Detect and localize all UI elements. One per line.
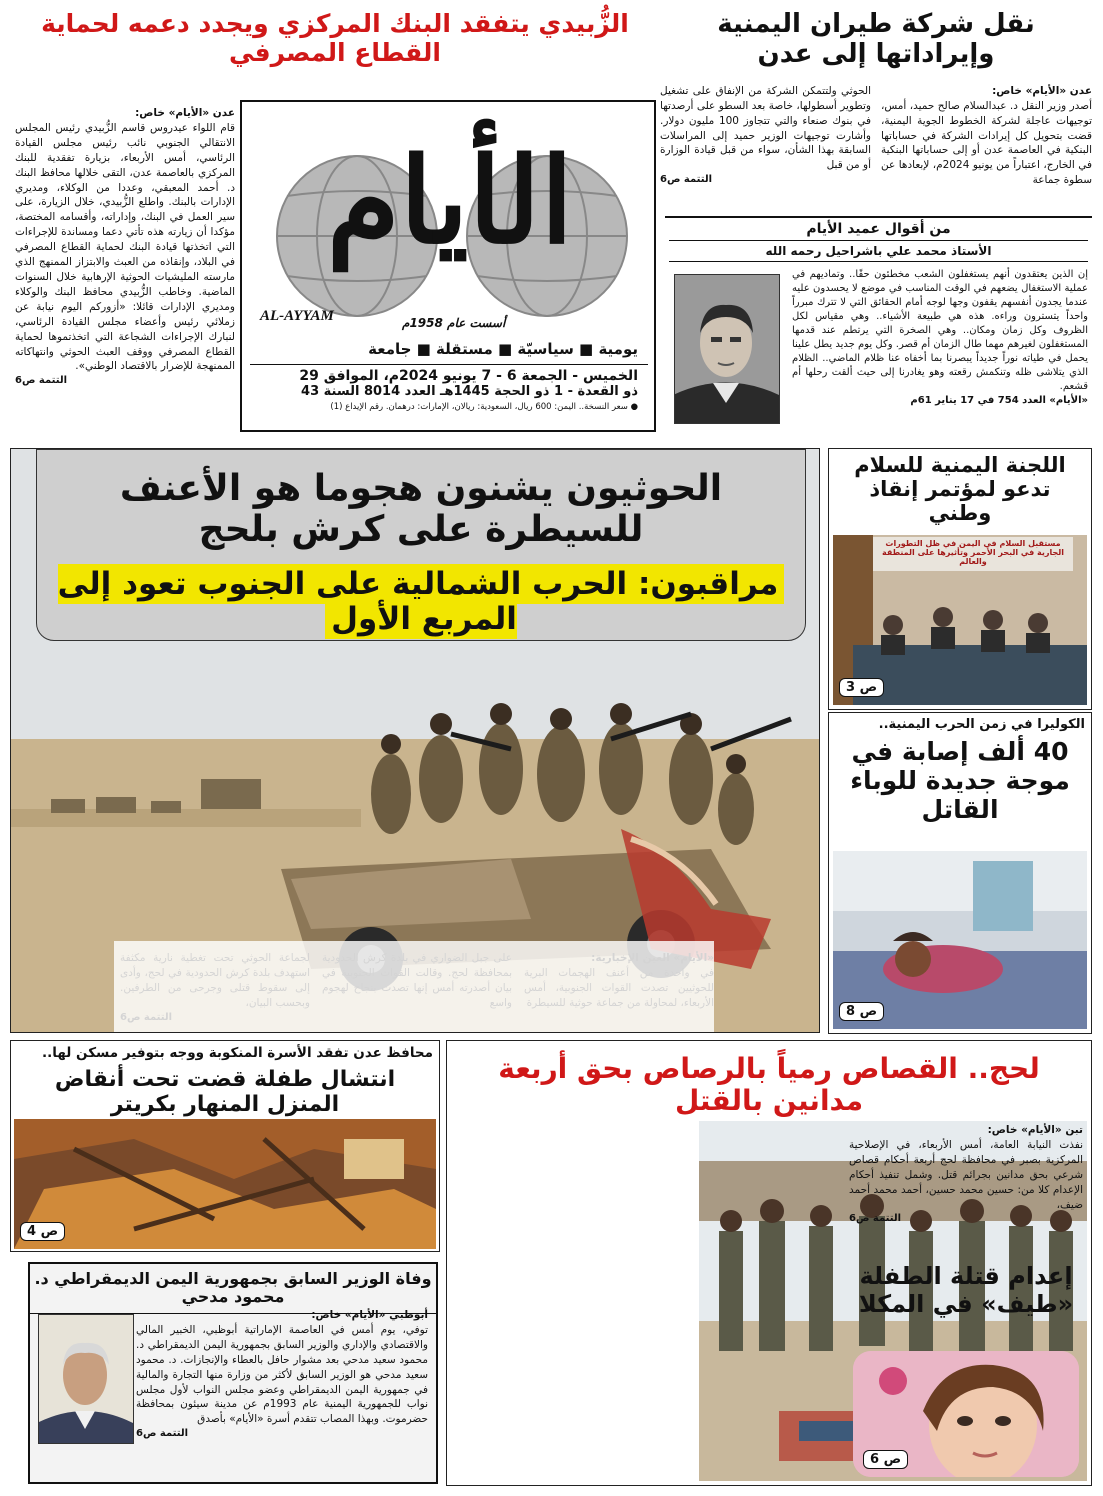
bank-body-text: قام اللواء عيدروس قاسم الزُّبيدي رئيس المجلس الانتقالي الجنوبي نائب رئيس مجلس القيادة الرئاسي، أمس الأربعاء، بزيارة تفقدية للبنك المركزي بالعاصمة عدن، التقى خلالها محافظ البنك د. أحمد المعبقي، وعددا من الوكلاء، ومديري الإدارات بالبنك. واطلع الزُّبيدي، خلال الزيارة، على سير العمل في البنك، وإداراته، وأقسامه المختصة، مؤكدا أن زيارته هذه تأتي دعما ومساندة للإجراءات التي اتخذتها قيادة البنك لحماية القطاع المصرفي في البلاد، وإنقاذه من العبث والابتزاز الممنهج الذي مارسته المليشيات الحوثية الإرهابية خلال السنوات الماضية. وخاطب الزُّبيدي محافظ البنك والوكلاء ومديري الإدارات قائلا: «أزوركم اليوم نيابة عن زملائي رئيس وأعضاء مجلس القيادة الرئاسي، لنبارك الإجراءات الشجاعة التي اتخذتموها لحماية القطاع المصرفي ووقف العبث الحوثي وانتهاكاته الممنهجة للإضرار بالاقتصاد الوطني». (15, 121, 235, 373)
mukalla-page-badge[interactable]: ص 6 (863, 1450, 908, 1469)
masthead-latin: AL-AYYAM (260, 308, 334, 324)
airline-col1 (881, 84, 1092, 188)
cholera-photo (833, 851, 1087, 1029)
quote-author: الأستاذ محمد علي باشراحيل رحمه الله (669, 240, 1088, 262)
main-text-backdrop (114, 941, 714, 1033)
masthead-date: 6 - 7 يونيو 2024م، الموافق 29 (299, 368, 517, 384)
story-airline (660, 10, 1092, 210)
airline-col1-text: أصدر وزير النقل د. عبدالسلام صالح حميد، أمس، توجيهات عاجلة لشركة الخطوط الجوية اليمنية، قضت بتحويل كل إيرادات الشركة في حساباتها البنكية في العاصمة عدن أو إلى حساباتها البنكية في الخارج، اعتباراً من يونيو 2024م، لإبعادها عن سطوة جماعة (881, 99, 1092, 187)
rescue-headline[interactable]: انتشال طفلة قضت تحت أنقاض المنزل المنهار بكريتر (54, 1067, 396, 1118)
bank-dateline: عدن «الأيام» خاص: (135, 107, 235, 119)
masthead-logo[interactable]: الأيام (326, 131, 574, 270)
portrait-bashraheel-image (674, 275, 779, 424)
lahj-continued[interactable]: التتمة ص6 (849, 1213, 902, 1225)
bank-continued[interactable]: التتمة ص6 (15, 375, 68, 387)
mukalla-headline[interactable]: إعدام قتلة الطفلة «طيف» في المكلا (858, 1262, 1074, 1318)
masthead-founded: أسست عام 1958م (402, 316, 506, 330)
masthead-price: ● سعر النسخة.. اليمن: 600 ريال، السعودية: ريالان، الإمارات: درهمان. رقم الإيداع (1) (330, 402, 638, 412)
story-peace-committee (828, 448, 1092, 710)
peace-headline[interactable]: اللجنة اليمنية للسلام تدعو لمؤتمر إنقاذ وطني (854, 453, 1066, 526)
main-banner (36, 449, 806, 641)
airline-col2 (660, 84, 871, 188)
rescue-photo-image (14, 1119, 436, 1249)
obituary-body-text: توفي، يوم أمس في العاصمة الإماراتية أبوظبي، الخبير المالي والاقتصادي والإداري والوزير السابق بجمهورية اليمن الديمقراطي د. محمود سعيد مدحي بعد مشوار حافل بالعطاء والإنجازات. د. محمود سعيد مدحي هو الوزير السابق لأكثر من وزارة منها التجارة والمالية في جمهورية اليمن الديمقراطي وعضو مجلس النواب لأول مجلس نواب للجمهورية اليمنية عام 1993م عن مدينة سيئون بمحافظة حضرموت. وبهذا المصاب تتقدم أسرة «الأيام» بأصدق (136, 1323, 428, 1426)
mukalla-photo (853, 1351, 1079, 1477)
quote-title: من أقوال عميد الأيام (806, 221, 951, 237)
story-mukalla (849, 1259, 1083, 1481)
airline-continued[interactable]: التتمة ص6 (660, 174, 713, 186)
quote-body-text: إن الذين يعتقدون أنهم يستغفلون الشعب مخطئون حقًا.. وتماديهم في عملية الاستغفال يضعهم في الوقت المناسب في موضع لا يحسدون عليه عندما يجدون أنفسهم يقفون وجها لوجه أمام الحقائق التي لا تترك مبرراً واحداً يتسترون وراءه. هذه هي طبيعة الأشياء.. وهي مقياس لكل الظروف وكل زمان ومكان.. وهي الصخرة التي يرتطم عند قدمها المستغفلون لغيرهم مهما طال الزمان أم قصر. وكل يوم جديد يطل علينا يحمل في طياته نوراً جديداً يبصرنا بما أخفاه عنا ظلام الماضي.. الظلام الذي يتلاشى ظله وتنكمش رقعته وهو يغادرنا إلى حيث ألقت رحلها أم قشعم. (792, 269, 1088, 392)
peace-page-badge[interactable]: ص 3 (839, 678, 884, 697)
obituary-portrait (38, 1314, 134, 1444)
airline-col2-text: الحوثي ولتتمكن الشركة من الإنفاق على تشغيل وتطوير أسطولها، خاصة بعد السطو على أرصدتها في بنوك صنعاء والتي تتجاوز 100 مليون دولار. وأشارت توجيهات الوزير حميد إلى المراسلات السابقة بهذا الشأن، سواء من قبل قيادة الوزارة أو من قبل (660, 84, 871, 172)
masthead-day: الخميس - الجمعة (521, 368, 638, 384)
lahj-body (849, 1123, 1083, 1227)
quote-body (792, 268, 1092, 424)
story-obituary (28, 1262, 438, 1484)
story-lahj (446, 1040, 1092, 1486)
peace-photo (833, 535, 1087, 705)
bank-headline[interactable]: الزُّبيدي يتفقد البنك المركزي ويجدد دعمه لحماية القطاع المصرفي (41, 9, 629, 67)
lahj-body-text: نفذت النيابة العامة، أمس الأربعاء، في الإصلاحية المركزية بصبر في محافظة لحج أربعة أحكام قصاص شرعي بحق مدانين بجرائم قتل. وشمل تنفيذ أحكام الإعدام كلا من: حسين محمد حسين، أحمد محمد أحمد ضيف، (849, 1138, 1083, 1211)
airline-dateline: عدن «الأيام» خاص: (992, 84, 1092, 97)
main-subheadline[interactable]: مراقبون: الحرب الشمالية على الجنوب تعود إلى المربع الأول (58, 564, 785, 640)
cholera-headline[interactable]: 40 ألف إصابة في موجة جديدة للوباء القاتل (850, 737, 1070, 824)
masthead-tagline: يومية ■ سياسيّة ■ مستقلة ■ جامعة (368, 340, 638, 358)
obituary-body (136, 1308, 428, 1441)
portrait-bashraheel (674, 274, 780, 424)
main-headline[interactable]: الحوثيون يشنون هجوما هو الأعنف للسيطرة على كرش بلحج (119, 468, 723, 551)
story-cholera (828, 712, 1092, 1034)
masthead-hijri: ذو القعدة - 1 ذو الحجة 1445هـ العدد 8014 السنة 43 (301, 384, 638, 399)
obituary-continued[interactable]: التتمة ص6 (136, 1428, 189, 1440)
lahj-headline[interactable]: لحج.. القصاص رمياً بالرصاص بحق أربعة مدانين بالقتل (498, 1052, 1040, 1118)
obituary-portrait-image (38, 1315, 133, 1444)
cholera-kicker: الكوليرا في زمن الحرب اليمنية.. (878, 717, 1085, 732)
rescue-page-badge[interactable]: ص 4 (20, 1222, 65, 1241)
quote-source[interactable]: «الأيام» العدد 754 في 17 يناير 61م (910, 395, 1088, 406)
main-story (10, 448, 820, 1033)
quote-box (665, 216, 1092, 438)
story-girl-rescue (10, 1040, 440, 1252)
bank-body (15, 106, 235, 389)
rescue-photo (14, 1119, 436, 1249)
rescue-kicker: محافظ عدن تفقد الأسرة المنكوبة ووجه بتوفير مسكن لها.. (42, 1045, 433, 1061)
obituary-dateline: أبوظبي «الأيام» خاص: (311, 1309, 428, 1321)
lahj-dateline: تبن «الأيام» خاص: (987, 1124, 1083, 1136)
obituary-headline[interactable]: وفاة الوزير السابق بجمهورية اليمن الديمقراطي د. محمود مدحي (30, 1264, 436, 1314)
cholera-page-badge[interactable]: ص 8 (839, 1002, 884, 1021)
airline-headline[interactable]: نقل شركة طيران اليمنية وإيراداتها إلى عدن (717, 9, 1035, 69)
peace-banner-text: مستقبل السلام في اليمن في ظل التطورات الجارية في البحر الأحمر وتأثيرها على المنطقة والعالم (882, 539, 1064, 566)
story-central-bank (10, 10, 660, 440)
